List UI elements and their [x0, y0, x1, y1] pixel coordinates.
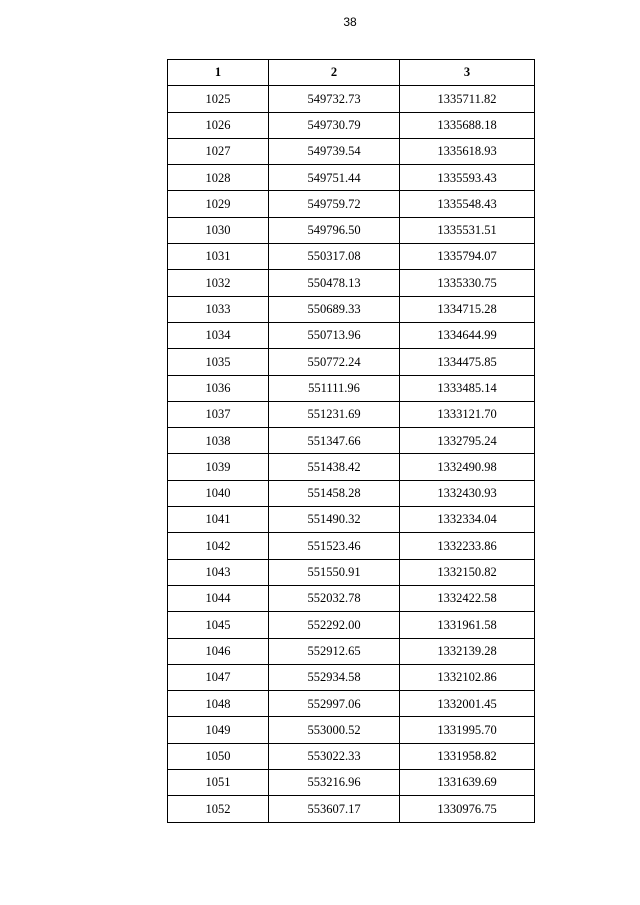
x-coordinate-cell: 552032.78: [269, 585, 400, 611]
table-body: [168, 86, 535, 822]
x-coordinate-cell: 551550.91: [269, 559, 400, 585]
table-row: [168, 217, 535, 243]
table-row: [168, 86, 535, 112]
point-number-cell: 1037: [168, 401, 269, 427]
point-number-cell: 1041: [168, 507, 269, 533]
table-row: [168, 244, 535, 270]
x-coordinate-cell: 552997.06: [269, 691, 400, 717]
point-number-cell: 1051: [168, 770, 269, 796]
point-number-cell: 1028: [168, 165, 269, 191]
y-coordinate-cell: 1333121.70: [400, 401, 535, 427]
table-row: [168, 454, 535, 480]
table-row: [168, 401, 535, 427]
table-row: [168, 612, 535, 638]
table-row: [168, 743, 535, 769]
y-coordinate-cell: 1332334.04: [400, 507, 535, 533]
point-number-cell: 1031: [168, 244, 269, 270]
x-coordinate-cell: 551347.66: [269, 428, 400, 454]
x-coordinate-cell: 551490.32: [269, 507, 400, 533]
x-coordinate-cell: 553216.96: [269, 770, 400, 796]
point-number-cell: 1047: [168, 664, 269, 690]
x-coordinate-cell: 550317.08: [269, 244, 400, 270]
x-coordinate-cell: 551111.96: [269, 375, 400, 401]
x-coordinate-cell: 549730.79: [269, 112, 400, 138]
table-row: [168, 559, 535, 585]
point-number-cell: 1032: [168, 270, 269, 296]
point-number-cell: 1034: [168, 322, 269, 348]
y-coordinate-cell: 1333485.14: [400, 375, 535, 401]
y-coordinate-cell: 1332001.45: [400, 691, 535, 717]
x-coordinate-cell: 551231.69: [269, 401, 400, 427]
x-coordinate-cell: 551458.28: [269, 480, 400, 506]
y-coordinate-cell: 1331639.69: [400, 770, 535, 796]
table-row: [168, 112, 535, 138]
y-coordinate-cell: 1334715.28: [400, 296, 535, 322]
table-header-row: [168, 60, 535, 86]
y-coordinate-cell: 1335711.82: [400, 86, 535, 112]
x-coordinate-cell: 552292.00: [269, 612, 400, 638]
table-row: [168, 691, 535, 717]
x-coordinate-cell: 552912.65: [269, 638, 400, 664]
y-coordinate-cell: 1332795.24: [400, 428, 535, 454]
table-row: [168, 138, 535, 164]
point-number-cell: 1042: [168, 533, 269, 559]
x-coordinate-cell: 551523.46: [269, 533, 400, 559]
point-number-cell: 1026: [168, 112, 269, 138]
point-number-cell: 1038: [168, 428, 269, 454]
table-row: [168, 375, 535, 401]
y-coordinate-cell: 1334475.85: [400, 349, 535, 375]
y-coordinate-cell: 1335548.43: [400, 191, 535, 217]
page-number: 38: [343, 15, 357, 29]
table-row: [168, 428, 535, 454]
coordinates-table: [167, 59, 535, 823]
y-coordinate-cell: 1332150.82: [400, 559, 535, 585]
table-row: [168, 349, 535, 375]
x-coordinate-cell: 549739.54: [269, 138, 400, 164]
table-row: [168, 638, 535, 664]
x-coordinate-cell: 549759.72: [269, 191, 400, 217]
table-row: [168, 770, 535, 796]
table-row: [168, 270, 535, 296]
y-coordinate-cell: 1332102.86: [400, 664, 535, 690]
table-row: [168, 507, 535, 533]
point-number-cell: 1045: [168, 612, 269, 638]
x-coordinate-cell: 550772.24: [269, 349, 400, 375]
point-number-cell: 1046: [168, 638, 269, 664]
x-coordinate-cell: 550689.33: [269, 296, 400, 322]
x-coordinate-cell: 553022.33: [269, 743, 400, 769]
table-row: [168, 480, 535, 506]
y-coordinate-cell: 1334644.99: [400, 322, 535, 348]
table-row: [168, 191, 535, 217]
point-number-cell: 1035: [168, 349, 269, 375]
point-number-cell: 1043: [168, 559, 269, 585]
x-coordinate-cell: 550478.13: [269, 270, 400, 296]
table-row: [168, 664, 535, 690]
y-coordinate-cell: 1332490.98: [400, 454, 535, 480]
y-coordinate-cell: 1332422.58: [400, 585, 535, 611]
table-row: [168, 717, 535, 743]
y-coordinate-cell: 1331958.82: [400, 743, 535, 769]
point-number-cell: 1050: [168, 743, 269, 769]
point-number-cell: 1027: [168, 138, 269, 164]
column-header-2: 2: [269, 60, 400, 86]
table-row: [168, 585, 535, 611]
point-number-cell: 1029: [168, 191, 269, 217]
x-coordinate-cell: 549751.44: [269, 165, 400, 191]
point-number-cell: 1052: [168, 796, 269, 822]
table-row: [168, 322, 535, 348]
point-number-cell: 1036: [168, 375, 269, 401]
x-coordinate-cell: 551438.42: [269, 454, 400, 480]
y-coordinate-cell: 1331995.70: [400, 717, 535, 743]
y-coordinate-cell: 1335618.93: [400, 138, 535, 164]
point-number-cell: 1040: [168, 480, 269, 506]
point-number-cell: 1049: [168, 717, 269, 743]
y-coordinate-cell: 1335593.43: [400, 165, 535, 191]
point-number-cell: 1048: [168, 691, 269, 717]
y-coordinate-cell: 1335330.75: [400, 270, 535, 296]
table-row: [168, 296, 535, 322]
point-number-cell: 1025: [168, 86, 269, 112]
y-coordinate-cell: 1331961.58: [400, 612, 535, 638]
y-coordinate-cell: 1332139.28: [400, 638, 535, 664]
table-row: [168, 796, 535, 822]
y-coordinate-cell: 1330976.75: [400, 796, 535, 822]
y-coordinate-cell: 1332233.86: [400, 533, 535, 559]
column-header-3: 3: [400, 60, 535, 86]
x-coordinate-cell: 550713.96: [269, 322, 400, 348]
x-coordinate-cell: 553607.17: [269, 796, 400, 822]
table-row: [168, 533, 535, 559]
x-coordinate-cell: 552934.58: [269, 664, 400, 690]
y-coordinate-cell: 1335794.07: [400, 244, 535, 270]
y-coordinate-cell: 1335531.51: [400, 217, 535, 243]
point-number-cell: 1044: [168, 585, 269, 611]
column-header-1: 1: [168, 60, 269, 86]
point-number-cell: 1033: [168, 296, 269, 322]
y-coordinate-cell: 1332430.93: [400, 480, 535, 506]
y-coordinate-cell: 1335688.18: [400, 112, 535, 138]
point-number-cell: 1030: [168, 217, 269, 243]
x-coordinate-cell: 549732.73: [269, 86, 400, 112]
point-number-cell: 1039: [168, 454, 269, 480]
x-coordinate-cell: 553000.52: [269, 717, 400, 743]
table-row: [168, 165, 535, 191]
x-coordinate-cell: 549796.50: [269, 217, 400, 243]
